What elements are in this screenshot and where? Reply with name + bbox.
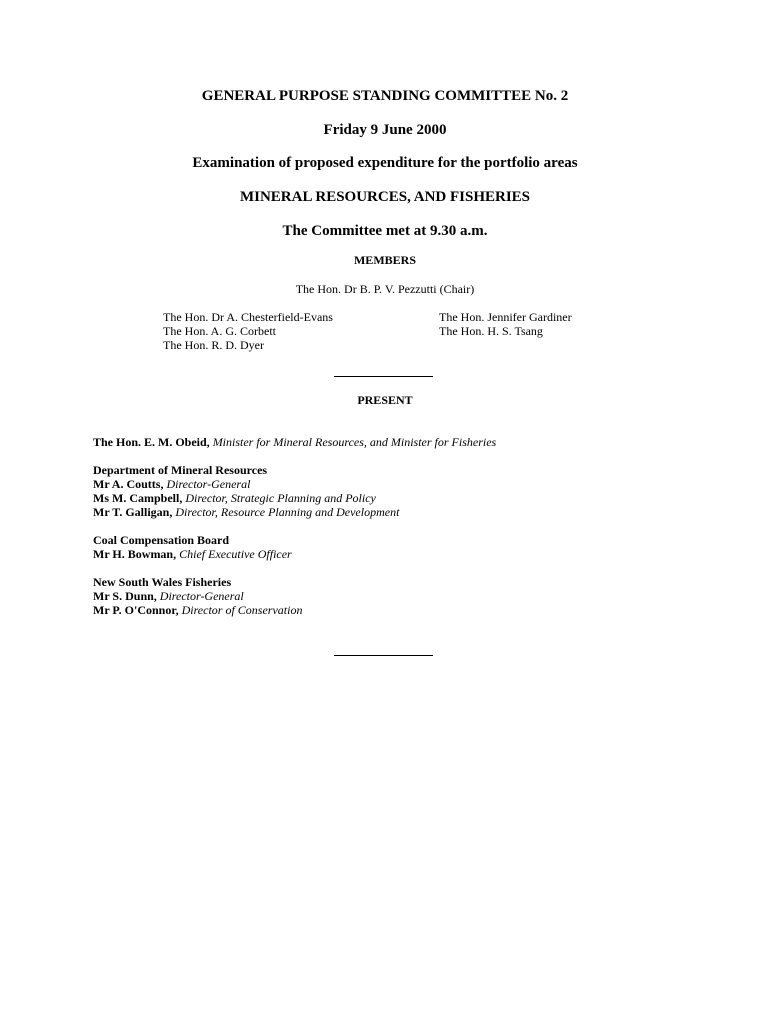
- members-left-column: [163, 310, 333, 352]
- organisation-name: New South Wales Fisheries: [93, 575, 232, 589]
- committee-title: GENERAL PURPOSE STANDING COMMITTEE No. 2: [201, 88, 569, 104]
- witness-group-mineral-resources: [93, 463, 399, 519]
- witness-group-fisheries: [93, 575, 302, 617]
- member-name: The Hon. R. D. Dyer: [163, 338, 264, 352]
- section-divider: [334, 376, 433, 377]
- minister-name: The Hon. E. M. Obeid,: [93, 435, 210, 449]
- witness-name: Mr A. Coutts,: [93, 477, 164, 491]
- witness-line: [93, 505, 399, 519]
- members-right-column: [439, 310, 572, 338]
- present-heading: PRESENT: [357, 393, 413, 407]
- witness-name: Mr P. O'Connor,: [93, 603, 179, 617]
- member-name: The Hon. Jennifer Gardiner: [439, 310, 572, 324]
- witness-name: Mr H. Bowman,: [93, 547, 177, 561]
- witness-name: Mr S. Dunn,: [93, 589, 157, 603]
- witness-role: Director-General: [159, 589, 244, 603]
- portfolio-heading: MINERAL RESOURCES, AND FISHERIES: [239, 189, 531, 205]
- witness-role: Director of Conservation: [181, 603, 303, 617]
- witness-line: [93, 603, 302, 617]
- organisation-name: Coal Compensation Board: [93, 533, 230, 547]
- examination-heading: Examination of proposed expenditure for the portfolio areas: [192, 155, 578, 171]
- member-name: The Hon. A. G. Corbett: [163, 324, 276, 338]
- witness-line: [93, 477, 399, 491]
- witness-role: Director-General: [166, 477, 251, 491]
- minister-line: [93, 435, 496, 449]
- witness-line: [93, 547, 292, 561]
- members-chair: The Hon. Dr B. P. V. Pezzutti (Chair): [295, 282, 475, 296]
- witness-line: [93, 491, 399, 505]
- section-divider: [334, 655, 433, 656]
- witness-role: Director, Strategic Planning and Policy: [185, 491, 376, 505]
- members-heading: MEMBERS: [353, 253, 416, 267]
- witness-name: Ms M. Campbell,: [93, 491, 183, 505]
- hearing-date: Friday 9 June 2000: [323, 122, 447, 138]
- witness-group-coal-compensation: [93, 533, 292, 561]
- witness-role: Director, Resource Planning and Development: [175, 505, 400, 519]
- witness-name: Mr T. Galligan,: [93, 505, 173, 519]
- witness-role: Chief Executive Officer: [179, 547, 292, 561]
- member-name: The Hon. Dr A. Chesterfield-Evans: [163, 310, 333, 324]
- minister-role: Minister for Mineral Resources, and Minister for Fisheries: [212, 435, 497, 449]
- organisation-name: Department of Mineral Resources: [93, 463, 268, 477]
- meeting-time: The Committee met at 9.30 a.m.: [282, 223, 488, 239]
- witness-line: [93, 589, 302, 603]
- member-name: The Hon. H. S. Tsang: [439, 324, 543, 338]
